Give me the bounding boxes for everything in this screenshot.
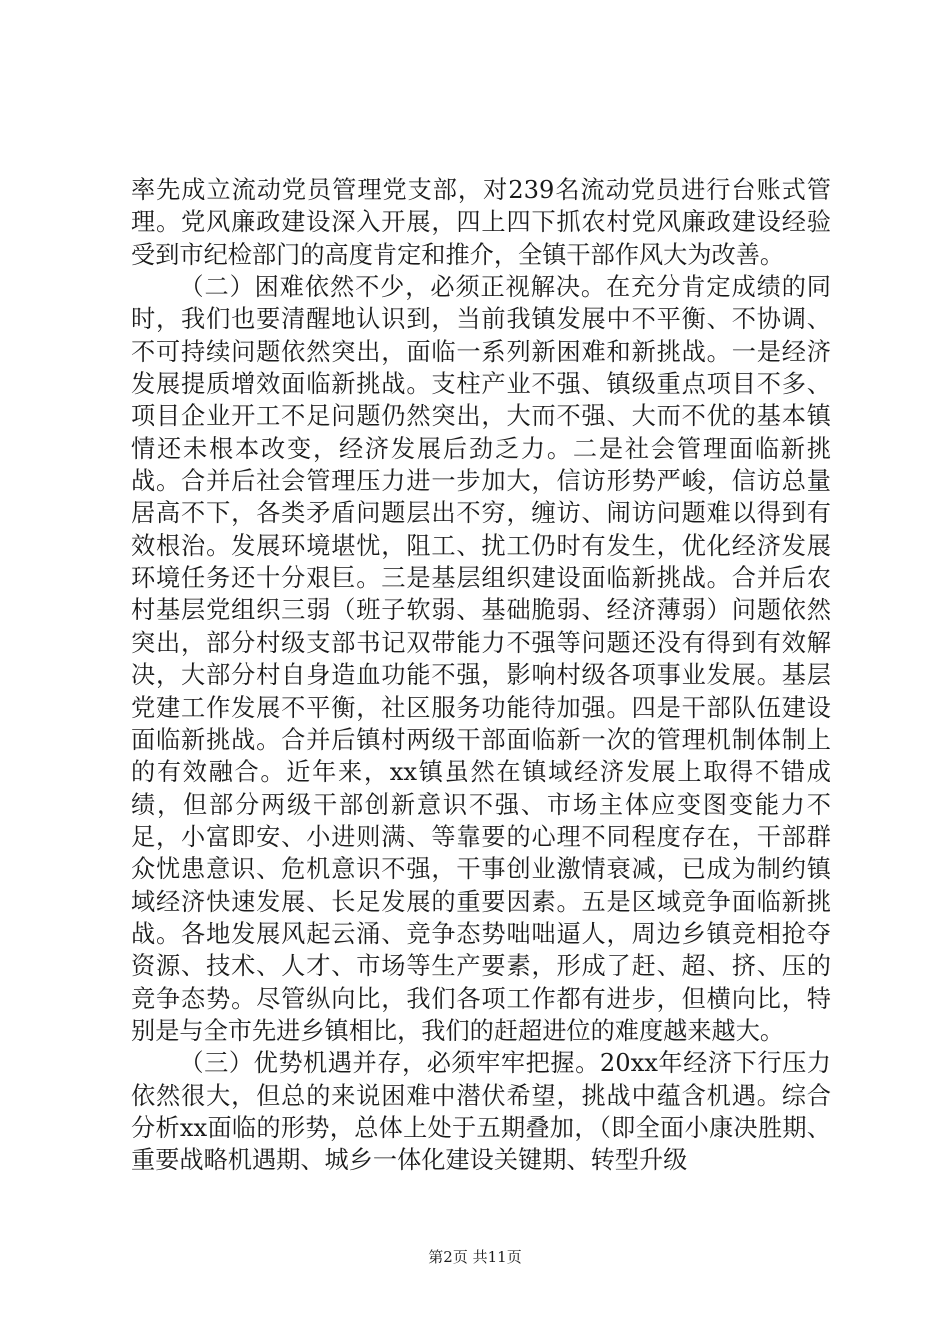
paragraph-section-3: （三）优势机遇并存，必须牢牢把握。20xx年经济下行压力依然很大，但总的来说困难中潜伏希望，挑战中蕴含机遇。综合分析xx面临的形势，总体上处于五期叠加，（即全面小康决胜期、重要战略机遇期、城乡一体化建设关键期、转型升级 (131, 1049, 831, 1175)
document-body (131, 174, 831, 1177)
paragraph-continuation: 率先成立流动党员管理党支部，对239名流动党员进行台账式管理。党风廉政建设深入开展，四上四下抓农村党风廉政建设经验受到市纪检部门的高度肯定和推介，全镇干部作风大为改善。 (131, 176, 831, 269)
page-number-footer: 第2页 共11页 (428, 1248, 522, 1266)
paragraph-section-2: （二）困难依然不少，必须正视解决。在充分肯定成绩的同时，我们也要清醒地认识到，当前我镇发展中不平衡、不协调、不可持续问题依然突出，面临一系列新困难和新挑战。一是经济发展提质增效面临新挑战。支柱产业不强、镇级重点项目不多、项目企业开工不足问题仍然突出，大而不强、大而不优的基本镇情还未根本改变，经济发展后劲乏力。二是社会管理面临新挑战。合并后社会管理压力进一步加大，信访形势严峻，信访总量居高不下，各类矛盾问题层出不穷，缠访、闹访问题难以得到有效根治。发展环境堪忧，阻工、扰工仍时有发生，优化经济发展环境任务还十分艰巨。三是基层组织建设面临新挑战。合并后农村基层党组织三弱（班子软弱、基础脆弱、经济薄弱）问题依然突出，部分村级支部书记双带能力不强等问题还没有得到有效解决，大部分村自身造血功能不强，影响村级各项事业发展。基层党建工作发展不平衡，社区服务功能待加强。四是干部队伍建设面临新挑战。合并后镇村两级干部面临新一次的管理机制体制上的有效融合。近年来，xx镇虽然在镇域经济发展上取得不错成绩，但部分两级干部创新意识不强、市场主体应变图变能力不足，小富即安、小进则满、等靠要的心理不同程度存在，干部群众忧患意识、危机意识不强，干事创业激情衰减，已成为制约镇域经济快速发展、长足发展的重要因素。五是区域竞争面临新挑战。各地发展风起云涌、竞争态势咄咄逼人，周边乡镇竞相抢夺资源、技术、人才、市场等生产要素，形成了赶、超、挤、压的竞争态势。尽管纵向比，我们各项工作都有进步，但横向比，特别是与全市先进乡镇相比，我们的赶超进位的难度越来越大。 (131, 273, 831, 1045)
